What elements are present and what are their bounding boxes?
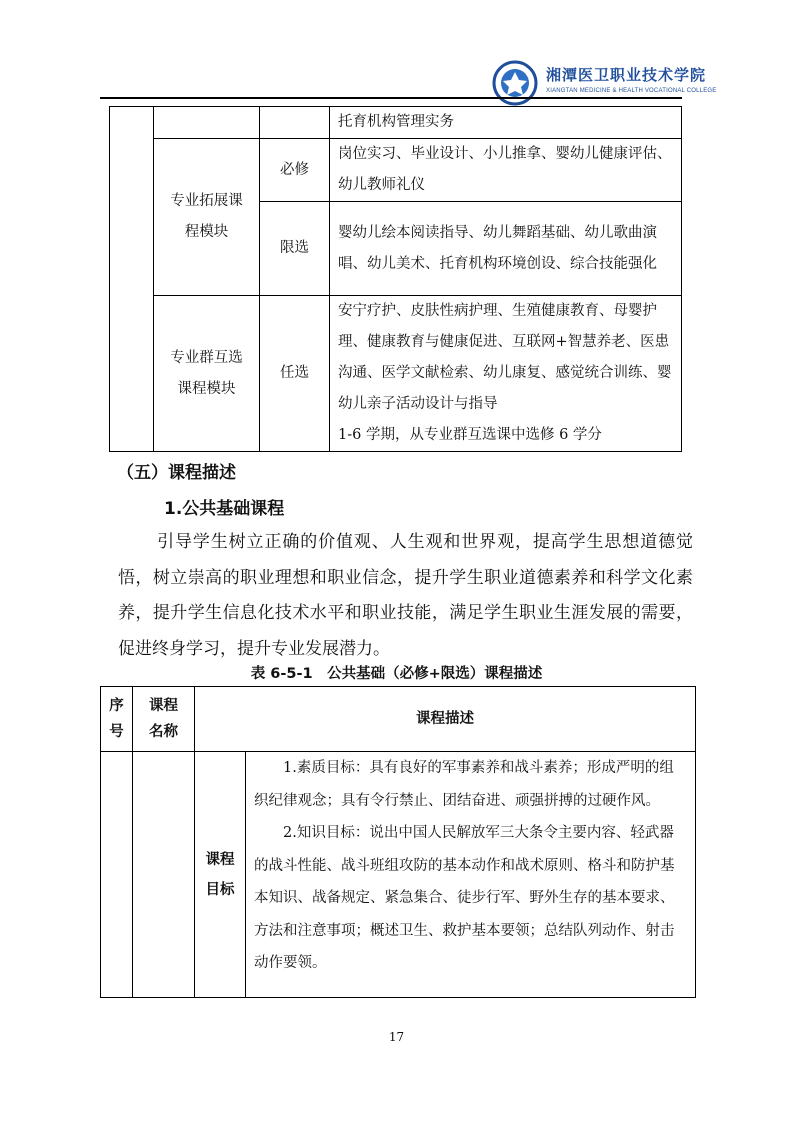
- blank-cell: [110, 107, 154, 452]
- courses-cell: 岗位实习、毕业设计、小儿推拿、婴幼儿健康评估、幼儿教师礼仪: [330, 139, 682, 202]
- header-no: 序号: [101, 687, 133, 752]
- courses-note: 1-6 学期，从专业群互选课中选修 6 学分: [338, 427, 602, 443]
- goal-label: 课程目标: [195, 752, 246, 998]
- table-caption: 表 6-5-1 公共基础（必修+限选）课程描述: [250, 666, 543, 682]
- table-row: [101, 752, 696, 998]
- courses-text: 安宁疗护、皮肤性病护理、生殖健康教育、母婴护理、健康教育与健康促进、互联网+智慧养老、医患沟通、医学文献检索、幼儿康复、感觉统合训练、婴幼儿亲子活动设计与指导: [338, 303, 672, 412]
- courses-cell: [330, 296, 682, 452]
- subsection-heading: 1.公共基础课程: [164, 499, 285, 519]
- module-cell: 专业群互选课程模块: [154, 296, 260, 452]
- goal-knowledge: 2.知识目标：说出中国人民解放军三大条令主要内容、轻武器的战斗性能、战斗班组攻防的基本动作和战术原则、格斗和防护基本知识、战备规定、紧急集合、徒步行军、野外生存的基本要求、方法和注意事项；概述卫生、救护基本要领；总结队列动作、射击动作要领。: [254, 825, 675, 971]
- goal-quality: 1.素质目标：具有良好的军事素养和战斗素养；形成严明的组织纪律观念；具有令行禁止、团结奋进、顽强拼搏的过硬作风。: [254, 760, 674, 809]
- table-header-row: [101, 687, 696, 752]
- school-emblem-icon: [492, 60, 538, 106]
- module-cell: 专业拓展课程模块: [154, 139, 260, 296]
- type-cell: [260, 107, 330, 139]
- header-divider: [100, 97, 682, 99]
- row-name: [133, 752, 195, 998]
- header-name: 课程名称: [133, 687, 195, 752]
- course-description-table: [100, 686, 696, 998]
- table-row: [110, 107, 682, 139]
- goal-content: [246, 752, 696, 998]
- header-desc: 课程描述: [195, 687, 696, 752]
- module-cell: [154, 107, 260, 139]
- type-cell: 任选: [260, 296, 330, 452]
- section-heading: （五）课程描述: [117, 463, 236, 483]
- course-module-table: [109, 106, 682, 452]
- school-logo: [492, 60, 717, 110]
- row-no: [101, 752, 133, 998]
- type-cell: 必修: [260, 139, 330, 202]
- courses-cell: 托育机构管理实务: [330, 107, 682, 139]
- type-cell: 限选: [260, 202, 330, 296]
- table-row: [110, 296, 682, 452]
- courses-cell: 婴幼儿绘本阅读指导、幼儿舞蹈基础、幼儿歌曲演唱、幼儿美术、托育机构环境创设、综合技能强化: [330, 202, 682, 296]
- page-number: 17: [388, 1030, 405, 1044]
- school-name-en: XIANGTAN MEDICINE & HEALTH VOCATIONAL COLLEGE: [546, 88, 717, 94]
- body-paragraph: 引导学生树立正确的价值观、人生观和世界观，提高学生思想道德觉悟，树立崇高的职业理想和职业信念，提升学生职业道德素养和科学文化素养，提升学生信息化技术水平和职业技能，满足学生职业生涯发展的需要，促进终身学习，提升专业发展潜力。: [118, 532, 693, 659]
- table-row: [110, 139, 682, 202]
- school-name-cn: 湘潭医卫职业技术学院: [546, 66, 707, 84]
